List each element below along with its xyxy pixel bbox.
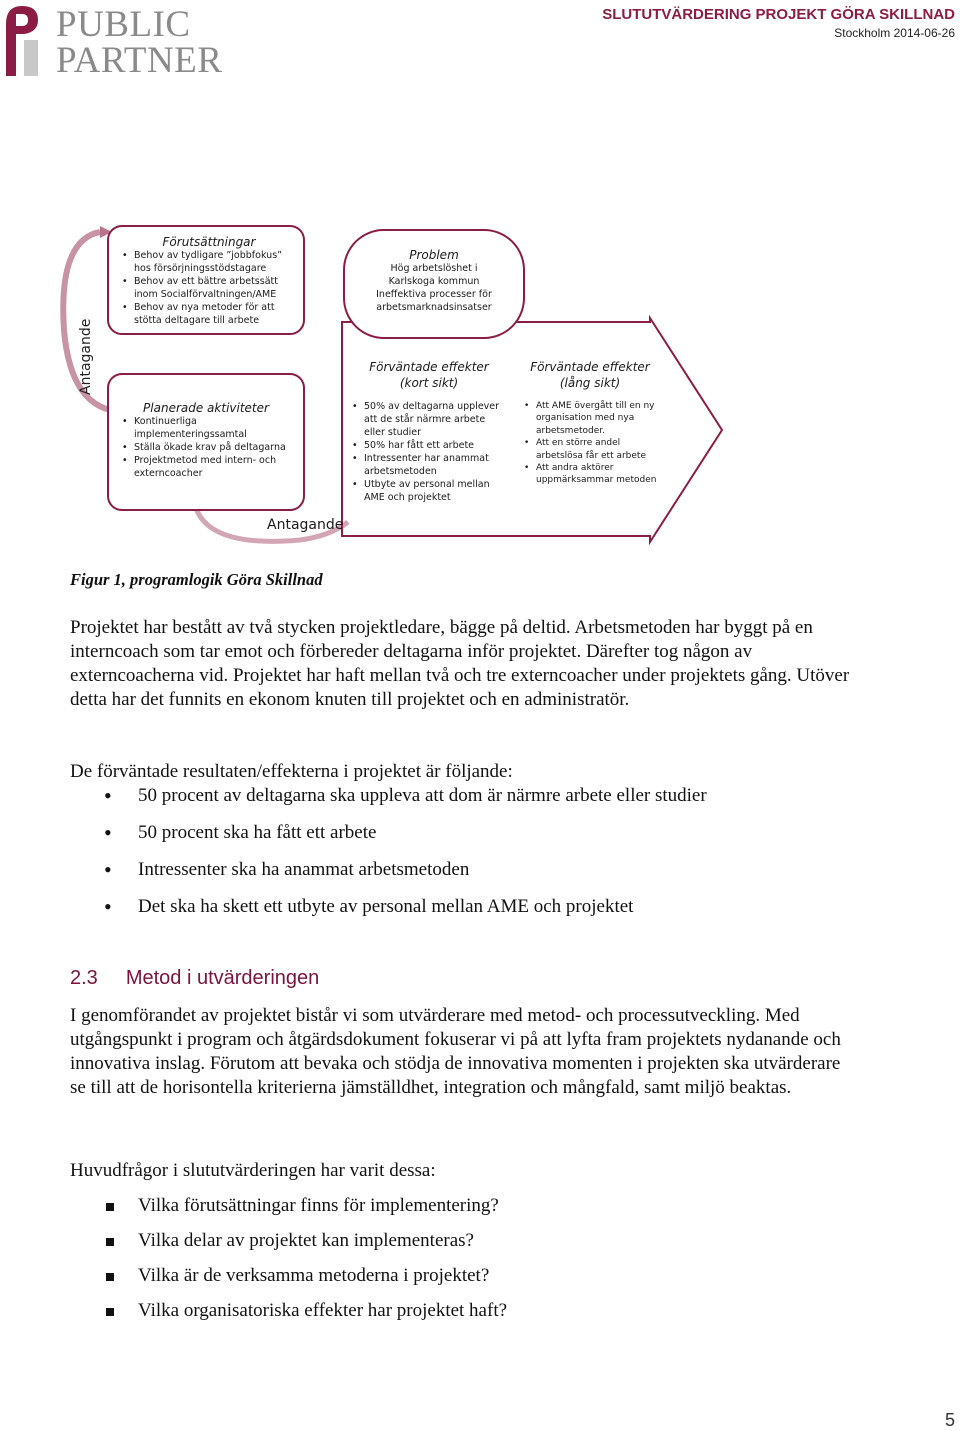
questions-intro: Huvudfrågor i slututvärderingen har varit dessa: (70, 1160, 436, 1181)
long-term-title (520, 359, 660, 391)
prerequisites-title: Förutsättningar (162, 235, 256, 249)
page-number: 5 (944, 1410, 955, 1430)
list-item: • Kontinuerliga implementeringssamtal (134, 415, 294, 441)
problem-line: Hög arbetslöshet i (390, 263, 478, 274)
prerequisites-content (118, 236, 300, 327)
list-item: Vilka delar av projektet kan implementeras? (70, 1230, 870, 1265)
list-item: • Det ska ha skett ett utbyte av personal mellan AME och projektet (70, 896, 870, 933)
report-date: Stockholm 2014-06-26 (834, 26, 955, 40)
list-item: Vilka organisatoriska effekter har projektet haft? (70, 1300, 870, 1335)
list-item: Vilka förutsättningar finns för implementering? (70, 1195, 870, 1230)
list-item: • Behov av tydligare ”jobbfokus” hos försörjningsstödstagare (134, 249, 300, 275)
list-item: • Projektmetod med intern- och externcoacher (134, 454, 294, 480)
list-item: • Behov av ett bättre arbetssätt inom Socialförvaltningen/AME (134, 275, 300, 301)
figure-caption: Figur 1, programlogik Göra Skillnad (70, 570, 323, 589)
long-term-title-line1: Förväntade effekter (530, 360, 650, 374)
list-item: • 50% av deltagarna upplever att de står närmre arbete eller studier (364, 400, 508, 439)
problem-title: Problem (409, 248, 459, 262)
section-number: 2.3 (70, 967, 98, 989)
list-item: • Att en större andel arbetslösa får ett arbete (536, 437, 668, 462)
list-item: • Intressenter har anammat arbetsmetoden (364, 452, 508, 478)
paragraph-staffing: Projektet har bestått av två stycken projektledare, bägge på deltid. Arbetsmetoden har byggt på en interncoach som tar emot och förbereder deltagarna inför projektet. Därefter tog någon av externcoacherna vid. Projektet har haft mellan två och tre externcoacher under projektets gång. Utöver detta har det funnits en ekonom knuten till projektet och en administratör. (70, 617, 850, 710)
expected-results-list (70, 785, 870, 933)
list-item: • 50 procent av deltagarna ska uppleva att dom är närmre arbete eller studier (70, 785, 870, 822)
problem-line: Ineffektiva processer för (376, 289, 492, 300)
list-item: • Att andra aktörer uppmärksammar metoden (536, 462, 668, 487)
side-assumption-label: Antagande (78, 318, 94, 395)
short-term-content (350, 400, 508, 504)
paragraph-method: I genomförandet av projektet bistår vi som utvärderare med metod- och processutveckling. Med utgångspunkt i program och åtgärdsdokument fokuserar vi på att lyfta fram projektets nydanande och innovativa inslag. Förutom att bevaka och stödja de innovativa momenten i projekten ska utvärderare se till att de horisontella kriterierna jämställdhet, integration och mångfald, samt miljö beaktas. (70, 1005, 841, 1098)
section-title: Metod i utvärderingen (125, 967, 320, 989)
long-term-content (522, 400, 668, 487)
bottom-assumption-label: Antagande (267, 517, 344, 533)
short-term-title (350, 359, 508, 391)
problem-content (352, 249, 516, 314)
report-title: SLUTUTVÄRDERING PROJEKT GÖRA SKILLNAD (602, 6, 955, 23)
list-item: • Utbyte av personal mellan AME och projektet (364, 478, 508, 504)
short-term-title-line1: Förväntade effekter (369, 360, 489, 374)
list-item: • Att AME övergått till en ny organisation med nya arbetsmetoder. (536, 400, 668, 437)
list-item: • Ställa ökade krav på deltagarna (134, 441, 294, 454)
short-term-title-line2: (kort sikt) (399, 376, 459, 390)
list-item: • Behov av nya metoder för att stötta deltagare till arbete (134, 301, 300, 327)
list-item: • Intressenter ska ha anammat arbetsmetoden (70, 859, 870, 896)
logo-text-line2: PARTNER (56, 40, 223, 81)
problem-line: Karlskoga kommun (388, 276, 480, 287)
list-item: Vilka är de verksamma metoderna i projektet? (70, 1265, 870, 1300)
problem-line: arbetsmarknadsinsatser (376, 302, 492, 313)
results-intro: De förväntade resultaten/effekterna i projektet är följande: (70, 761, 513, 782)
list-item: • 50% har fått ett arbete (364, 439, 508, 452)
long-term-title-line2: (lång sikt) (559, 376, 621, 390)
activities-title: Planerade aktiviteter (143, 401, 269, 415)
list-item: • 50 procent ska ha fått ett arbete (70, 822, 870, 859)
logo-text-line1: PUBLIC (56, 4, 191, 45)
section-heading (70, 967, 319, 990)
questions-list (70, 1195, 870, 1335)
activities-content (118, 402, 294, 480)
